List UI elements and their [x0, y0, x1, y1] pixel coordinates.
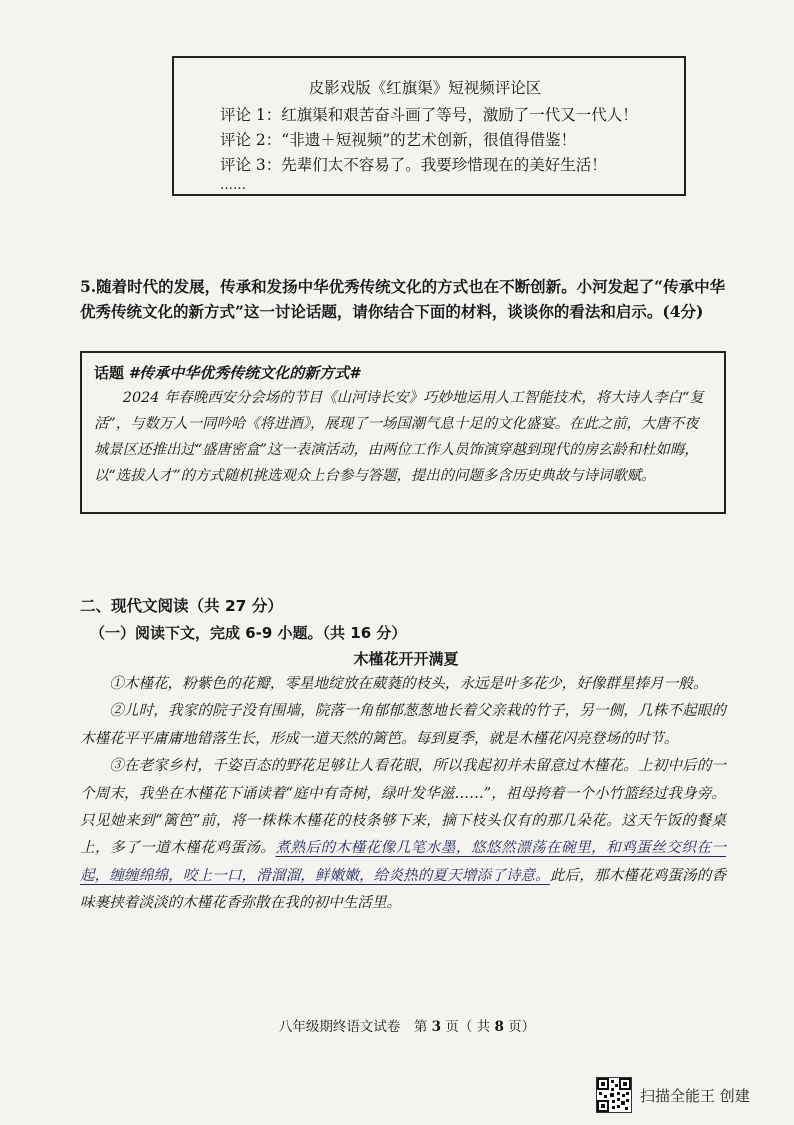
article-paragraph: ①木槿花，粉紫色的花瓣，零星地绽放在葳蕤的枝头，永远是叶多花少，好像群星捧月一般。 — [109, 675, 708, 692]
paragraph-text: 此后，那木槿花鸡蛋汤的香味裹挟着淡淡的木槿花香弥散在我的初中生活里。 — [80, 866, 726, 912]
footer-prefix: 八年级期终语文试卷 第 — [278, 1019, 432, 1035]
topic-box — [80, 351, 726, 514]
scanner-watermark — [596, 1075, 750, 1115]
comment-line: 评论 1：红旗渠和艰苦奋斗画了等号，激励了一代又一代人！ — [220, 106, 638, 124]
article-title: 木槿花开开满夏 — [353, 650, 459, 668]
comment-line: 评论 2：“非遗＋短视频”的艺术创新，很值得借鉴！ — [220, 131, 577, 149]
comment-line: 评论 3：先辈们太不容易了。我要珍惜现在的美好生活！ — [220, 156, 607, 174]
topic-hashtag: #传承中华优秀传统文化的新方式# — [128, 364, 360, 382]
topic-header — [94, 361, 712, 385]
underlined-sentence: 煮熟后的木槿花像几笔水墨，悠悠然漂荡在碗里，和鸡蛋丝交织在一起，缠缠绵绵，咬上一口，滑溜溜，鲜嫩嫩，给炎热的夏天增添了诗意。 — [80, 839, 726, 884]
article-paragraph — [80, 752, 726, 916]
qr-code-icon — [596, 1077, 632, 1113]
section-heading: 二、现代文阅读（共 27 分） — [80, 597, 283, 615]
article-body — [80, 670, 726, 917]
comment-ellipsis: …… — [220, 178, 246, 193]
article-paragraph: ②儿时，我家的院子没有围墙，院落一角郁郁葱葱地长着父亲栽的竹子，另一侧，几株不起眼的木槿花平平庸庸地错落生长，形成一道天然的篱笆。每到夏季，就是木槿花闪亮登场的时节。 — [80, 702, 726, 747]
footer-middle: 页（ 共 — [441, 1019, 495, 1035]
page-total: 8 — [494, 1019, 504, 1035]
topic-body: 2024 年春晚西安分会场的节目《山河诗长安》巧妙地运用人工智能技术，将大诗人李白“复活”，与数万人一同吟哈《将进酒》，展现了一场国潮气息十足的文化盛宴。在此之前，大唐不夜城景区还推出过“盛唐密盒”这一表演活动，由两位工作人员饰演穿越到现代的房玄龄和杜如晦，以“选拔人才”的方式随机挑选观众上台参与答题，提出的问题多含历史典故与诗词歌赋。 — [94, 390, 704, 484]
question-5: 5.随着时代的发展，传承和发扬中华优秀传统文化的方式也在不断创新。小河发起了“传承中华优秀传统文化的新方式”这一讨论话题，请你结合下面的材料，谈谈你的看法和启示。(4分) — [80, 277, 726, 321]
topic-label: 话题 — [94, 364, 125, 382]
scanner-label: 扫描全能王 创建 — [640, 1086, 750, 1105]
comment-box-title: 皮影戏版《红旗渠》短视频评论区 — [308, 79, 542, 97]
page-number: 3 — [431, 1019, 442, 1035]
footer-suffix: 页） — [503, 1019, 536, 1035]
page-footer — [0, 1015, 794, 1035]
paragraph-text: ③在老家乡村，千姿百态的野花足够让人看花眼，所以我起初并未留意过木槿花。上初中后的一个周末，我坐在木槿花下诵读着“庭中有奇树，绿叶发华滋……”，祖母挎着一个小竹篮经过我身旁。只见她来到“篱笆”前，将一株株木槿花的枝条够下来，摘下枝头仅有的那几朵花。这天午饭的餐桌上，多了一道木槿花鸡蛋汤。 — [80, 757, 726, 857]
sub-heading: （一）阅读下文，完成 6-9 小题。（共 16 分） — [90, 624, 407, 642]
comment-box — [172, 56, 686, 196]
